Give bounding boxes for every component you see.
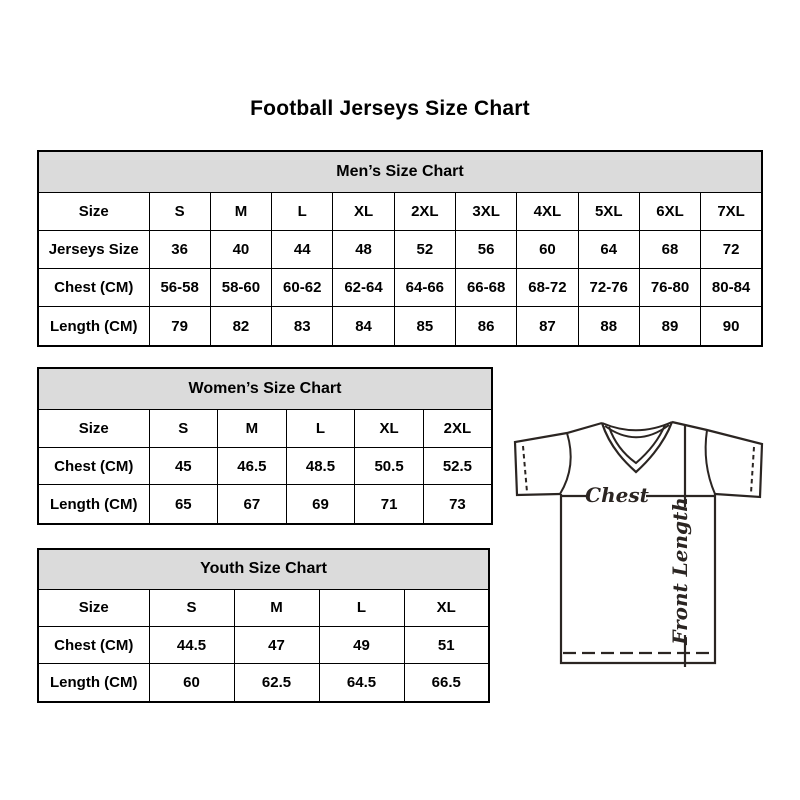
youth-row-label: Length (CM) xyxy=(38,664,149,702)
womens-table-row xyxy=(38,485,492,524)
womens-value-cell: 73 xyxy=(423,485,492,524)
mens-table-row xyxy=(38,230,762,268)
youth-size-table-grid xyxy=(37,548,490,703)
mens-value-cell: 56 xyxy=(455,230,516,268)
youth-value-cell: 44.5 xyxy=(149,627,234,664)
youth-value-cell: 62.5 xyxy=(234,664,319,702)
mens-value-cell: 5XL xyxy=(578,192,639,230)
mens-row-label: Chest (CM) xyxy=(38,269,149,307)
mens-table-row xyxy=(38,307,762,346)
mens-table-row xyxy=(38,269,762,307)
womens-row-label: Size xyxy=(38,409,149,447)
jersey-left-cuff-dashed-line xyxy=(523,446,527,492)
mens-value-cell: S xyxy=(149,192,210,230)
mens-value-cell: 36 xyxy=(149,230,210,268)
womens-value-cell: 48.5 xyxy=(286,447,355,485)
mens-value-cell: 82 xyxy=(210,307,271,346)
womens-value-cell: 2XL xyxy=(423,409,492,447)
youth-value-cell: L xyxy=(319,589,404,626)
mens-value-cell: 40 xyxy=(210,230,271,268)
mens-value-cell: 56-58 xyxy=(149,269,210,307)
mens-size-table-grid xyxy=(37,150,763,347)
jersey-right-armhole-seam xyxy=(706,430,715,494)
mens-value-cell: 68-72 xyxy=(517,269,578,307)
mens-value-cell: 48 xyxy=(333,230,394,268)
mens-value-cell: 44 xyxy=(272,230,333,268)
mens-size-table xyxy=(37,150,763,347)
womens-row-label: Chest (CM) xyxy=(38,447,149,485)
youth-row-label: Size xyxy=(38,589,149,626)
womens-size-table xyxy=(37,367,493,525)
mens-value-cell: 6XL xyxy=(639,192,700,230)
womens-size-table-grid xyxy=(37,367,493,525)
womens-value-cell: 71 xyxy=(355,485,424,524)
womens-value-cell: 67 xyxy=(218,485,287,524)
youth-table-row xyxy=(38,664,489,702)
mens-value-cell: 85 xyxy=(394,307,455,346)
mens-value-cell: 7XL xyxy=(701,192,762,230)
mens-value-cell: 83 xyxy=(272,307,333,346)
front-length-measure-label: Front Length xyxy=(668,497,692,645)
mens-value-cell: 64-66 xyxy=(394,269,455,307)
mens-value-cell: 88 xyxy=(578,307,639,346)
mens-value-cell: 87 xyxy=(517,307,578,346)
womens-value-cell: 45 xyxy=(149,447,218,485)
youth-value-cell: 47 xyxy=(234,627,319,664)
jersey-left-armhole-seam xyxy=(560,433,571,494)
mens-value-cell: 4XL xyxy=(517,192,578,230)
youth-value-cell: 51 xyxy=(404,627,489,664)
mens-value-cell: 64 xyxy=(578,230,639,268)
womens-value-cell: 52.5 xyxy=(423,447,492,485)
womens-value-cell: 50.5 xyxy=(355,447,424,485)
youth-size-table xyxy=(37,548,490,703)
womens-table-row xyxy=(38,447,492,485)
mens-table-row xyxy=(38,192,762,230)
womens-value-cell: 46.5 xyxy=(218,447,287,485)
mens-table-title: Men’s Size Chart xyxy=(38,151,762,192)
womens-value-cell: L xyxy=(286,409,355,447)
mens-value-cell: 79 xyxy=(149,307,210,346)
mens-value-cell: 86 xyxy=(455,307,516,346)
youth-value-cell: 66.5 xyxy=(404,664,489,702)
womens-table-row xyxy=(38,409,492,447)
mens-row-label: Size xyxy=(38,192,149,230)
womens-value-cell: S xyxy=(149,409,218,447)
mens-value-cell: XL xyxy=(333,192,394,230)
womens-value-cell: M xyxy=(218,409,287,447)
page-title: Football Jerseys Size Chart xyxy=(250,97,530,120)
mens-value-cell: 72-76 xyxy=(578,269,639,307)
womens-row-label: Length (CM) xyxy=(38,485,149,524)
mens-value-cell: 72 xyxy=(701,230,762,268)
mens-value-cell: 80-84 xyxy=(701,269,762,307)
youth-value-cell: 60 xyxy=(149,664,234,702)
mens-value-cell: L xyxy=(272,192,333,230)
mens-value-cell: 52 xyxy=(394,230,455,268)
mens-value-cell: 3XL xyxy=(455,192,516,230)
mens-value-cell: 90 xyxy=(701,307,762,346)
mens-value-cell: 84 xyxy=(333,307,394,346)
youth-row-label: Chest (CM) xyxy=(38,627,149,664)
youth-table-title: Youth Size Chart xyxy=(38,549,489,589)
womens-value-cell: XL xyxy=(355,409,424,447)
youth-value-cell: 64.5 xyxy=(319,664,404,702)
youth-table-row xyxy=(38,627,489,664)
mens-value-cell: 60-62 xyxy=(272,269,333,307)
womens-value-cell: 65 xyxy=(149,485,218,524)
youth-table-row xyxy=(38,589,489,626)
mens-value-cell: 58-60 xyxy=(210,269,271,307)
mens-value-cell: 76-80 xyxy=(639,269,700,307)
youth-value-cell: S xyxy=(149,589,234,626)
jersey-right-cuff-dashed-line xyxy=(751,447,754,493)
chest-measure-label: Chest xyxy=(585,483,649,507)
youth-value-cell: M xyxy=(234,589,319,626)
womens-table-title: Women’s Size Chart xyxy=(38,368,492,409)
womens-value-cell: 69 xyxy=(286,485,355,524)
mens-value-cell: 66-68 xyxy=(455,269,516,307)
mens-value-cell: M xyxy=(210,192,271,230)
mens-value-cell: 60 xyxy=(517,230,578,268)
mens-value-cell: 2XL xyxy=(394,192,455,230)
mens-value-cell: 62-64 xyxy=(333,269,394,307)
mens-value-cell: 68 xyxy=(639,230,700,268)
mens-row-label: Jerseys Size xyxy=(38,230,149,268)
mens-value-cell: 89 xyxy=(639,307,700,346)
jersey-vneck-collar xyxy=(602,422,672,472)
youth-value-cell: XL xyxy=(404,589,489,626)
jersey-measurement-diagram xyxy=(500,400,800,700)
youth-value-cell: 49 xyxy=(319,627,404,664)
mens-row-label: Length (CM) xyxy=(38,307,149,346)
